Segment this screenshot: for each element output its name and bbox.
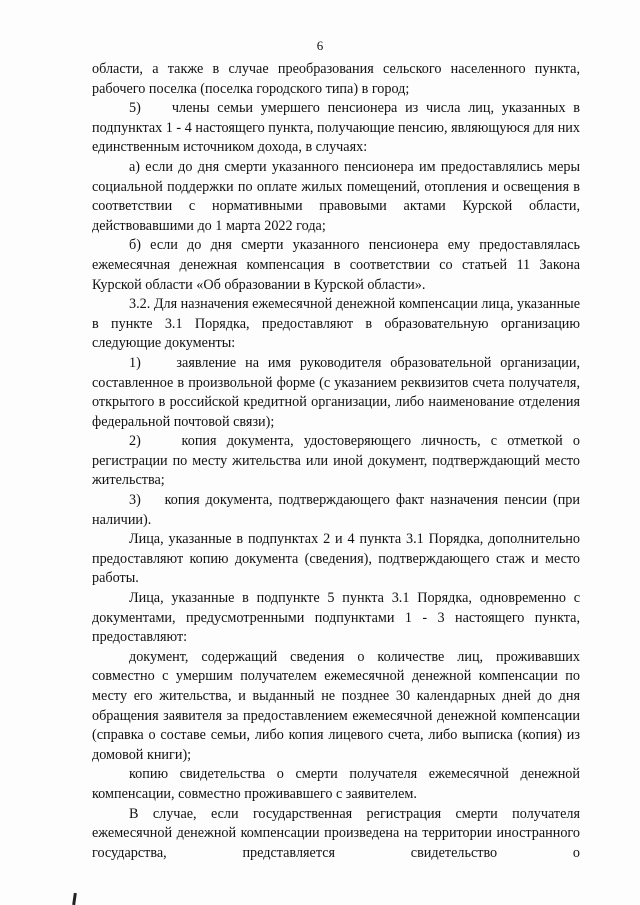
scan-mark — [72, 893, 77, 905]
paragraph-subitem-b: б) если до дня смерти указанного пенсионера ему предоставлялась ежемесячная денежная компенсация в соответствии со статьей 11 Закона Курской области «Об образовании в Курской области». — [92, 237, 580, 293]
paragraph-doc-item-3: 3) копия документа, подтверждающего факт назначения пенсии (при наличии). — [92, 492, 580, 528]
paragraph-item-5: 5) члены семьи умершего пенсионера из числа лиц, указанных в подпунктах 1 - 4 настоящего пункта, получающие пенсию, являющуюся для них единственным источником дохода, в случаях: — [92, 100, 580, 156]
paragraph-death-certificate: копию свидетельства о смерти получателя ежемесячной денежной компенсации, совместно проживавшего с заявителем. — [92, 766, 580, 802]
paragraph-section-3-2: 3.2. Для назначения ежемесячной денежной компенсации лица, указанные в пункте 3.1 Порядка, предоставляют в образовательную организацию следующие документы: — [92, 296, 581, 352]
document-body — [92, 60, 580, 863]
paragraph-continuation: области, а также в случае преобразования сельского населенного пункта, рабочего поселка (поселка городского типа) в город; — [92, 61, 580, 97]
paragraph-household-document: документ, содержащий сведения о количестве лиц, проживавших совместно с умершим получателем ежемесячной денежной компенсации по месту его жительства, и выданный не позднее 30 календарных дней до дня обращения заявителя за предоставлением ежемесячной денежной компенсации (справка о составе семьи, либо копия лицевого счета, либо выписка (копия) из домовой книги); — [92, 648, 580, 763]
paragraph-subitem-a: а) если до дня смерти указанного пенсионера им предоставлялись меры социальной поддержки по оплате жилых помещений, отопления и освещения в соответствии с нормативными правовыми актами Курской области, действовавшими до 1 марта 2022 года; — [92, 158, 580, 234]
page-number: 6 — [316, 38, 324, 53]
paragraph-item-5-docs: Лица, указанные в подпункте 5 пункта 3.1 Порядка, одновременно с документами, предусмотренными подпунктами 1 - 3 настоящего пункта, предоставляют: — [92, 590, 580, 646]
paragraph-foreign-registration: В случае, если государственная регистрация смерти получателя ежемесячной денежной компенсации произведена на территории иностранного государства, представляется свидетельство о — [92, 805, 580, 861]
paragraph-additional-docs: Лица, указанные в подпунктах 2 и 4 пункта 3.1 Порядка, дополнительно предоставляют копию документа (сведения), подтверждающего стаж и место работы. — [92, 531, 580, 587]
paragraph-doc-item-2: 2) копия документа, удостоверяющего личность, с отметкой о регистрации по месту жительства или иной документ, подтверждающий место жительства; — [92, 433, 580, 489]
paragraph-doc-item-1: 1) заявление на имя руководителя образовательной организации, составленное в произвольной форме (с указанием реквизитов счета получателя, открытого в российской кредитной организации, либо наименование отделения федеральной почтовой связи); — [92, 354, 580, 430]
